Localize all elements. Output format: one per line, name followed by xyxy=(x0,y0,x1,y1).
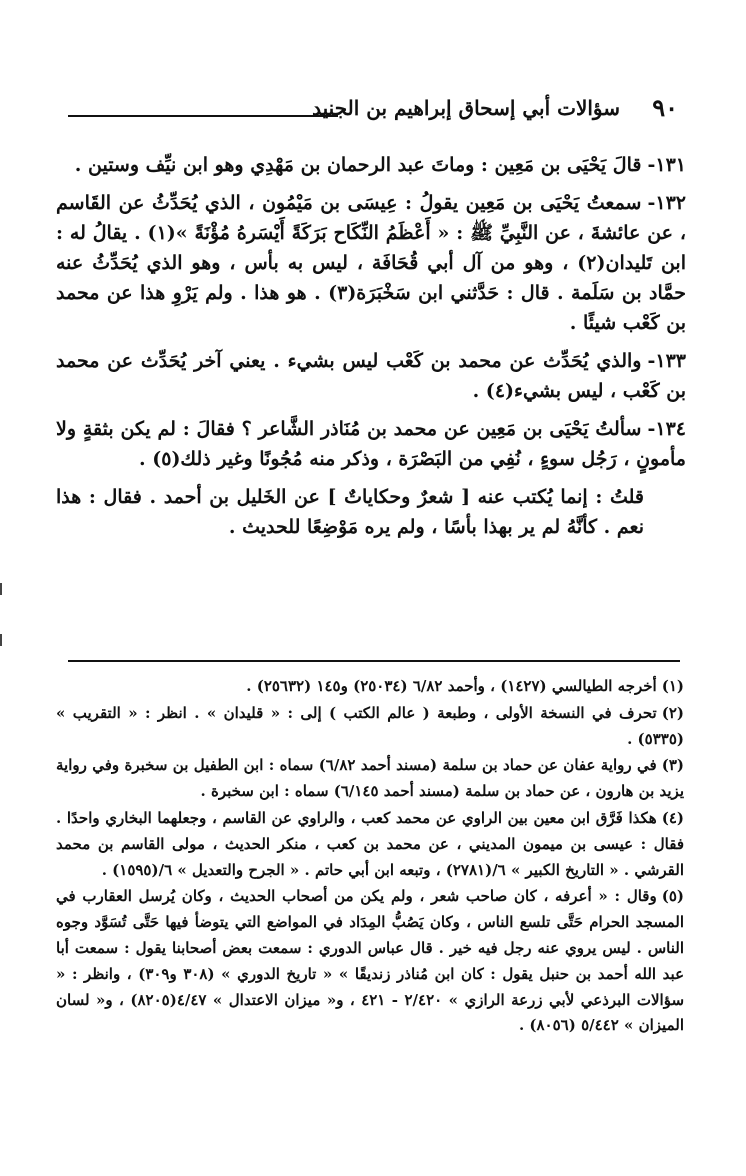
footnote-number: (٥) xyxy=(661,887,684,906)
footnote-number: (٣) xyxy=(661,756,684,775)
footnote-3 xyxy=(56,753,684,805)
margin-tick xyxy=(0,583,2,595)
entry-text: سمعتُ يَحْيَى بن مَعِين يقولُ : عِيسَى بن مَيْمُون ، الذي يُحَدِّثُ عن القَاسم ، عن عائشةَ ، عن النَّبِيِّ ﷺ : « أَعْظَمُ النِّكَاح بَرَكَةً أَيْسَرهُ مُؤْنَةً »(١) . يقالُ له : ابن تَليدان(٢) ، وهو من آل أبي قُحَافَة ، ليس به بأس ، وهو الذي يُحَدِّثُ عنه حمَّاد بن سَلَمة . قال : حَدَّثني ابن سَخْبَرَة(٣) . هو هذا . ولم يَرْوِ هذا عن محمد بن كَعْب شيئًا . xyxy=(56,192,687,335)
footnote-text: في رواية عفان عن حماد بن سلمة (مسند أحمد ٦/٨٢) سماه : ابن الطفيل بن سخبرة وفي رواية يزيد بن هارون ، عن حماد بن سلمة (مسند أحمد ٦/١٤٥) سماه : ابن سخبرة . xyxy=(56,756,684,801)
entry-132 xyxy=(56,188,686,338)
entry-number: ١٣٤- xyxy=(647,418,686,441)
margin-tick xyxy=(0,634,2,646)
footnote-4 xyxy=(56,806,684,883)
entry-text: والذي يُحَدِّث عن محمد بن كَعْب ليس بشيء . يعني آخر يُحَدِّث عن محمد بن كَعْب ، ليس بشيء(٤) . xyxy=(56,350,686,403)
footnote-text: وقال : « أعرفه ، كان صاحب شعر ، ولم يكن من أصحاب الحديث ، وكان يُرسل العقارب في المسجد الحرام حَتَّى تلسع الناس ، وكان يَصُبُّ المِدَاد في المواضع التي يتوضأ فيها حَتَّى تُسَوَّد وجوه الناس . ليس يروي عنه رجل فيه خير . قال عباس الدوري : سمعت بعض أصحابنا يقول : سمعت أبا عبد الله أحمد بن حنبل يقول : كان ابن مُناذر زنديقًا » « تاريخ الدوري » (٣٠٨ و٣٠٩) ، وانظر : « سؤالات البرذعي لأبي زرعة الرازي » ٢/٤٢٠ - ٤٢١ ، و« ميزان الاعتدال » ٤/٤٧(٨٢٠٥) ، و« لسان الميزان » ٥/٤٤٢ (٨٠٥٦) . xyxy=(56,887,685,1035)
page-header xyxy=(60,93,686,133)
footnote-1 xyxy=(56,674,684,700)
entry-131 xyxy=(56,150,686,180)
footnote-number: (٢) xyxy=(661,703,684,722)
follow-up-paragraph: قلتُ : إنما يُكتب عنه [ شعرٌ وحكاياتٌ ] عن الخَليل بن أحمد . فقال : هذا نعم . كأنَّهُ لم ير بهذا بأسًا ، ولم يره مَوْضِعًا للحديث . xyxy=(56,486,644,539)
footnote-2 xyxy=(56,701,684,753)
footnote-text: أخرجه الطيالسي (١٤٢٧) ، وأحمد ٦/٨٢ (٢٥٠٣٤) و١٤٥ (٢٥٦٣٢) . xyxy=(246,677,657,695)
footnote-number: (٤) xyxy=(661,808,684,827)
entry-133 xyxy=(56,346,686,406)
footnote-text: هكذا فَرَّق ابن معين بين الراوي عن محمد كعب ، والراوي عن القاسم ، وجعلهما البخاري واحدًا . فقال : عيسى بن ميمون المديني ، عن محمد بن كعب ، منكر الحديث ، مولى القاسم بن محمد القرشي . « التاريخ الكبير » ٦/(٢٧٨١) ، وتبعه ابن أبي حاتم . « الجرح والتعديل » ٦/(١٥٩٥) . xyxy=(56,808,684,879)
entry-text: قالَ يَحْيَى بن مَعِين : وماتَ عبد الرحمان بن مَهْدِي وهو ابن نيِّف وستين . xyxy=(74,154,642,176)
running-title: سؤالات أبي إسحاق إبراهيم بن الجنيد xyxy=(312,96,620,120)
footnote-5 xyxy=(56,884,684,1039)
footnote-number: (١) xyxy=(661,677,684,695)
entry-134 xyxy=(56,414,686,474)
footnotes xyxy=(56,674,684,1040)
footnote-text: تحرف في النسخة الأولى ، وطبعة ( عالم الكتب ) إلى : « قليدان » . انظر : « التقريب » (٥٣٣٥) . xyxy=(56,703,684,748)
entry-text: سألتُ يَحْيَى بن مَعِين عن محمد بن مُنَاذر الشَّاعر ؟ فقالَ : لم يكن بثقةٍ ولا مأمونٍ ، رَجُل سوءٍ ، نُفِي من البَصْرَة ، وذكر منه مُجُونًا وغير ذلك(٥) . xyxy=(56,418,686,471)
page-number: ٩٠ xyxy=(652,93,678,122)
entry-number: ١٣١- xyxy=(647,154,686,176)
entry-number: ١٣٢- xyxy=(647,192,686,215)
footnote-separator xyxy=(68,660,680,662)
entry-number: ١٣٣- xyxy=(647,350,686,373)
header-rule xyxy=(68,115,338,117)
main-text xyxy=(56,150,686,548)
